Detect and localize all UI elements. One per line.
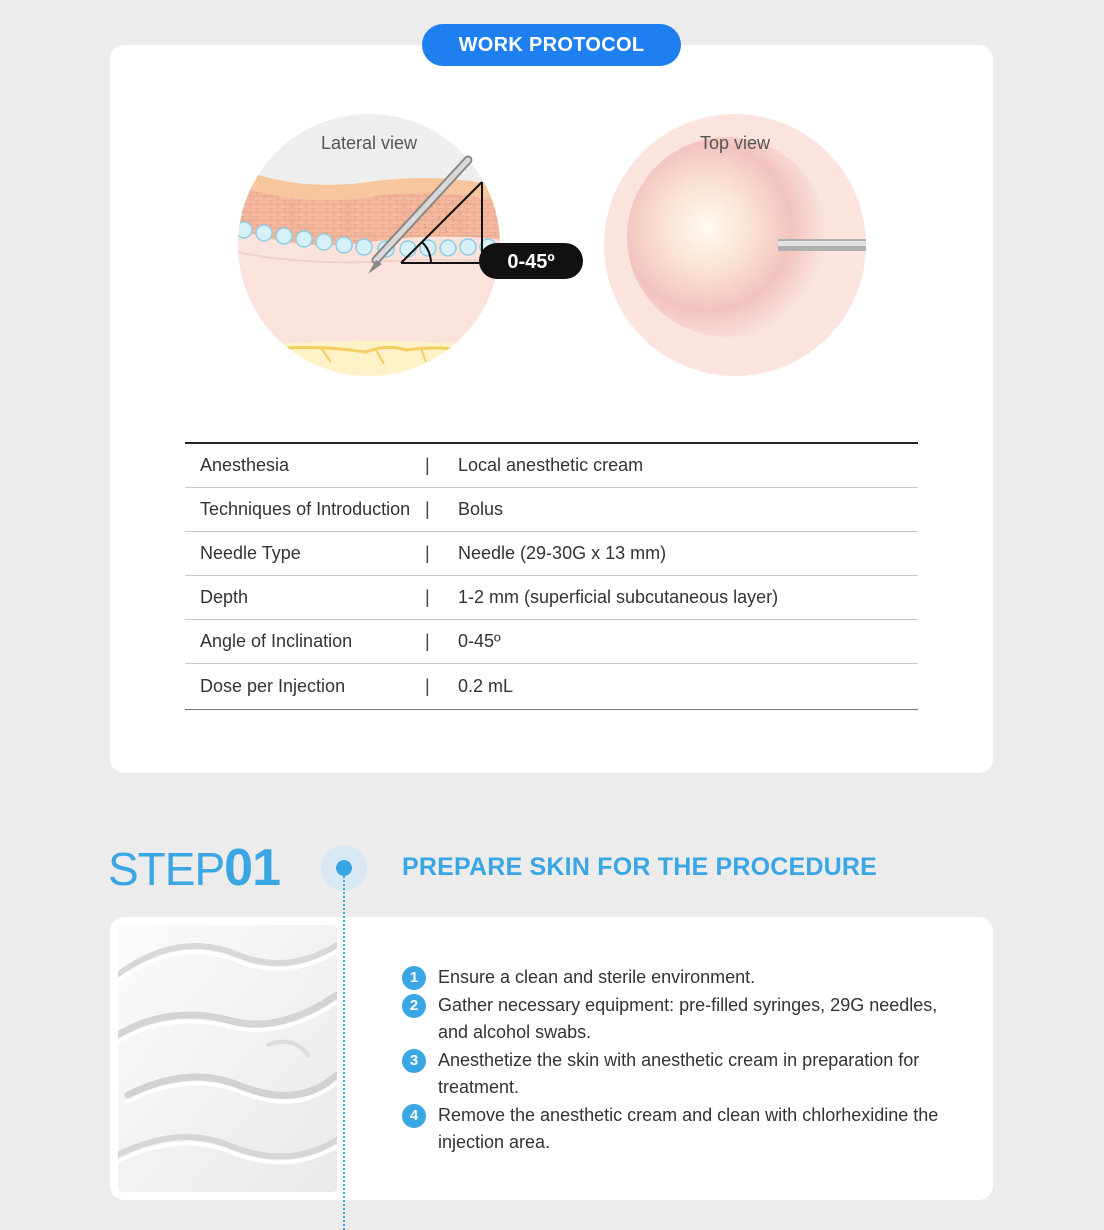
table-row xyxy=(185,620,918,664)
row-separator: | xyxy=(425,499,430,519)
step-item-text: Ensure a clean and sterile environment. xyxy=(438,967,756,987)
cream-texture-image xyxy=(118,925,337,1192)
row-label: Needle Type xyxy=(200,543,301,563)
step-item-text: Remove the anesthetic cream and clean with chlorhexidine the injection area. xyxy=(438,1104,939,1152)
row-label: Angle of Inclination xyxy=(200,631,353,651)
table-row xyxy=(185,488,918,532)
row-value: 1-2 mm (superficial subcutaneous layer) xyxy=(458,587,779,607)
row-label: Depth xyxy=(200,587,249,607)
step-heading xyxy=(108,838,280,898)
list-item xyxy=(402,1047,962,1102)
row-separator: | xyxy=(425,676,430,696)
row-label: Anesthesia xyxy=(200,455,290,475)
protocol-table xyxy=(185,442,918,710)
row-value: 0-45º xyxy=(458,631,501,651)
step-item-text: Anesthetize the skin with anesthetic cream in preparation for treatment. xyxy=(438,1049,920,1097)
row-separator: | xyxy=(425,543,430,563)
angle-badge: 0-45º xyxy=(507,251,555,273)
row-separator: | xyxy=(425,587,430,607)
row-separator: | xyxy=(425,631,430,651)
table-row xyxy=(185,444,918,488)
row-label: Techniques of Introduction xyxy=(200,499,411,519)
row-separator: | xyxy=(425,455,430,475)
row-value: Bolus xyxy=(458,499,504,519)
step-number-badge: 1 xyxy=(402,966,426,990)
list-item xyxy=(402,992,962,1047)
timeline-line xyxy=(343,868,345,1230)
row-value: Local anesthetic cream xyxy=(458,455,644,475)
table-row xyxy=(185,576,918,620)
row-value: Needle (29-30G x 13 mm) xyxy=(458,543,667,563)
work-protocol-pill: WORK PROTOCOL xyxy=(422,24,681,66)
table-row xyxy=(185,532,918,576)
row-value: 0.2 mL xyxy=(458,676,514,696)
table-row xyxy=(185,664,918,710)
row-label: Dose per Injection xyxy=(200,676,346,696)
lateral-view-label: Lateral view xyxy=(320,133,418,153)
step-word: STEP xyxy=(108,843,225,895)
step-number-badge: 3 xyxy=(402,1049,426,1073)
step-item-text: Gather necessary equipment: pre-filled syringes, 29G needles, and alcohol swabs. xyxy=(438,994,938,1042)
list-item xyxy=(402,1102,962,1157)
step-title: PREPARE SKIN FOR THE PROCEDURE xyxy=(402,853,878,881)
top-view-label: Top view xyxy=(699,133,771,153)
step-number: 01 xyxy=(224,839,280,897)
list-item xyxy=(402,964,962,992)
step-number-badge: 2 xyxy=(402,994,426,1018)
step-number-badge: 4 xyxy=(402,1104,426,1128)
step-list xyxy=(402,964,962,1157)
